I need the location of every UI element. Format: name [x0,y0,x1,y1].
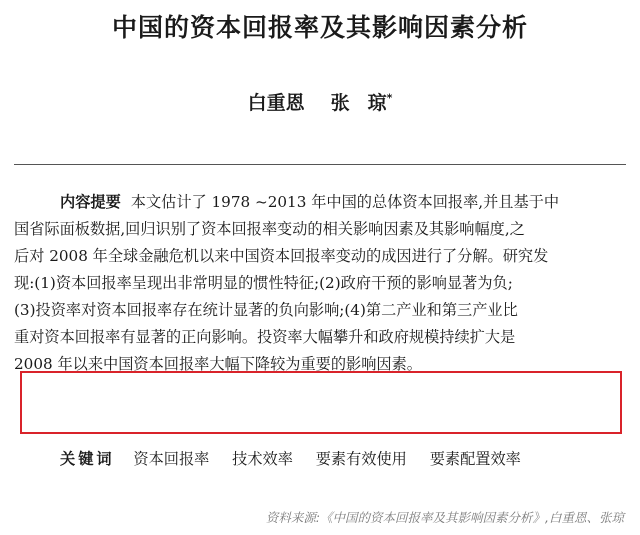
abstract-heading: 内容提要 [60,193,121,211]
author-2-surname: 张 [330,92,350,114]
abstract-line-text: 本文估计了 1978 ~2013 年中国的总体资本回报率,并且基于中 [130,193,560,211]
highlight-box [20,371,622,434]
divider-rule [14,164,626,165]
author-1: 白重恩 [247,92,305,114]
abstract-line-5: (3)投资率对资本回报率存在统计显著的负向影响;(4)第二产业和第三产业比 [14,301,518,319]
author-line [0,88,640,115]
abstract-line-1 [14,189,626,216]
abstract-block [14,189,626,378]
keyword-item: 要素有效使用 [315,450,407,468]
source-caption: 资料来源:《中国的资本回报率及其影响因素分析》,白重恩、张琼 [265,510,624,525]
abstract-line-3: 后对 2008 年全球金融危机以来中国资本回报率变动的成因进行了分解。研究发 [14,247,549,265]
abstract-line-2: 国省际面板数据,回归识别了资本回报率变动的相关影响因素及其影响幅度,之 [14,220,525,238]
keywords-row [60,448,539,469]
abstract-line-4: 现:(1)资本回报率呈现出非常明显的惯性特征;(2)政府干预的影响显著为负; [14,274,513,292]
abstract-line-6: 重对资本回报率有显著的正向影响。投资率大幅攀升和政府规模持续扩大是 [14,328,516,346]
abstract-line-7: 2008 年以来中国资本回报率大幅下降较为重要的影响因素。 [14,355,422,373]
author-footnote-mark: * [386,91,393,105]
keyword-item: 要素配置效率 [429,450,521,468]
keywords-label: 关键词 [60,450,115,468]
keyword-item: 资本回报率 [133,450,210,468]
keyword-item: 技术效率 [232,450,293,468]
author-2-given: 琼 [367,92,387,114]
paper-title: 中国的资本回报率及其影响因素分析 [111,13,528,42]
